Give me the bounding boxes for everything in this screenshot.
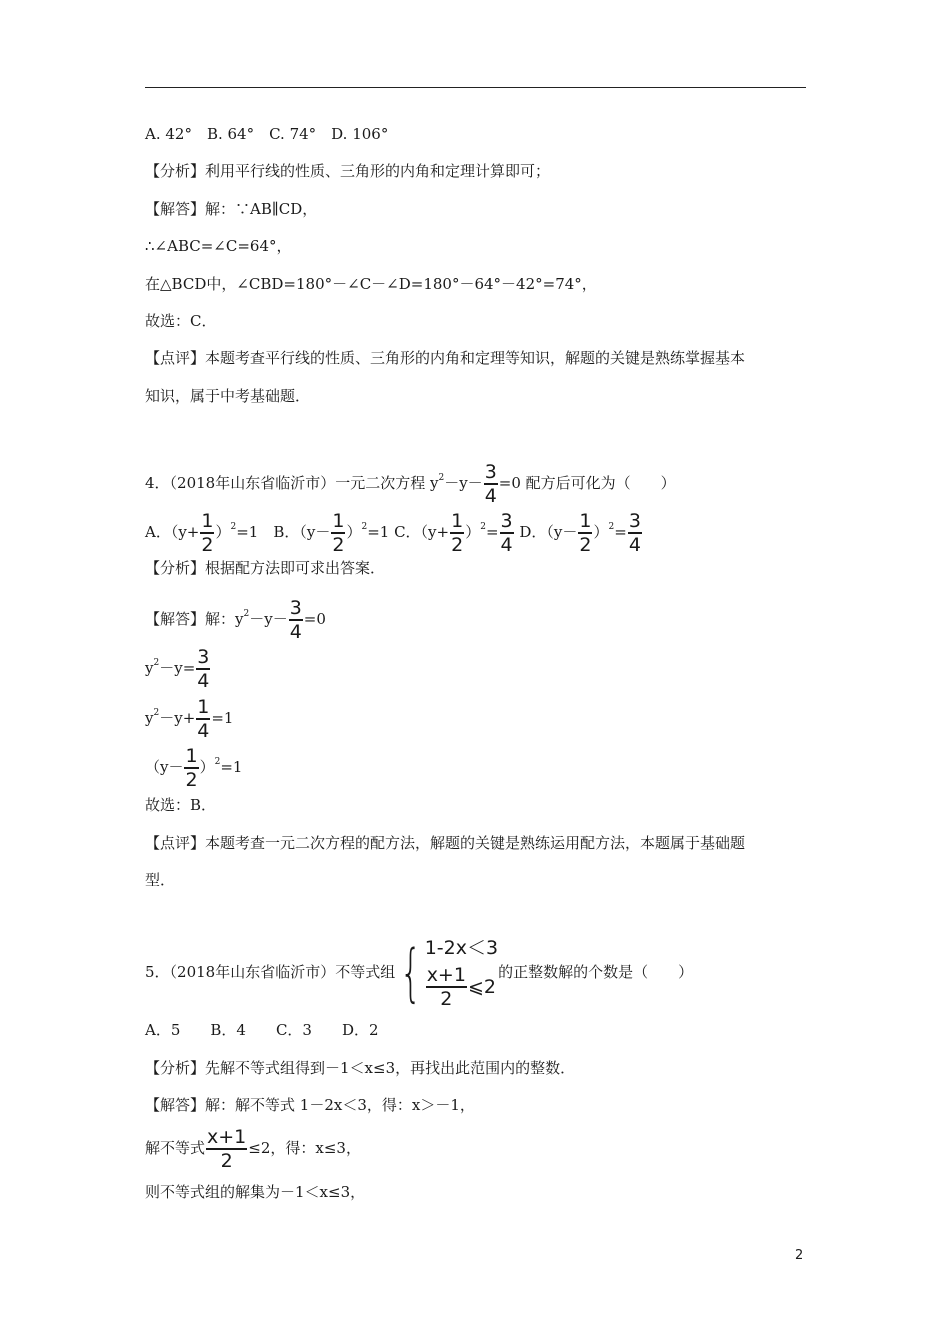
fraction-3-4: $\frac{3}{4}$ [628, 510, 641, 556]
q4-options: A．（y+ $\frac{1}{2}$ ）$^2$=1 B．（y－ $\frac{1}{2}$ ）$^2$=1 C．（y+ $\frac{1}{2}$ ）$^2$= $\frac{3}{4}$ D．（y－ $\frac{1}{2}$ ）$^2$= $\frac{3}{4}$ [145, 510, 641, 556]
fraction-1-2: $\frac{1}{2}$ [185, 745, 198, 791]
inequality-1: 1-2x＜3 [424, 937, 499, 960]
fraction-3-4: $\frac{3}{4}$ [484, 461, 497, 507]
q3-options: A. 42° B. 64° C. 74° D. 106° [145, 125, 389, 143]
inequality-system: { 1-2x＜3 $\frac{x+1}{2}$ ⩽2 [400, 936, 499, 1010]
q3-comment-line1: 【点评】本题考查平行线的性质、三角形的内角和定理等知识，解题的关键是熟练掌握基本 [145, 349, 746, 367]
q5-answer: 【解答】解：解不等式 1－2x＜3，得：x＞－1， [145, 1096, 475, 1114]
fraction-3-4: $\frac{3}{4}$ [500, 510, 513, 556]
fraction-1-2: $\frac{1}{2}$ [201, 510, 214, 556]
fraction-1-2: $\frac{1}{2}$ [579, 510, 592, 556]
q3-answer-head: 【解答】解：∵AB∥CD， [145, 200, 318, 218]
left-brace-icon: { [400, 936, 422, 1009]
header-rule [145, 87, 806, 88]
fraction-1-2: $\frac{1}{2}$ [451, 510, 464, 556]
q5-stem: 5．（2018年山东省临沂市）不等式组 { 1-2x＜3 $\frac{x+1}{2}$ ⩽2 的正整数解的个数是（ ） [145, 936, 694, 1010]
q4-step3: （y－ $\frac{1}{2}$ ）$^2$=1 [145, 745, 243, 791]
q4-step1: $y^2-y=$ $\frac{3}{4}$ [145, 646, 210, 692]
fraction-x-plus-1-over-2: $\frac{x+1}{2}$ [426, 964, 466, 1010]
q4-comment-line1: 【点评】本题考查一元二次方程的配方法，解题的关键是熟练运用配方法，本题属于基础题 [145, 834, 746, 852]
fraction-3-4: $\frac{3}{4}$ [289, 597, 302, 643]
fraction-1-4: $\frac{1}{4}$ [197, 696, 210, 742]
q3-step2: 在△BCD中，∠CBD=180°－∠C－∠D=180°－64°－42°=74°， [145, 275, 597, 293]
q5-step2: 解不等式 $\frac{x+1}{2}$ ≤2，得：x≤3， [145, 1126, 361, 1172]
q3-step1: ∴∠ABC=∠C=64°， [145, 237, 292, 255]
q5-step3: 则不等式组的解集为－1＜x≤3， [145, 1183, 366, 1201]
q4-analysis: 【分析】根据配方法即可求出答案． [145, 559, 386, 577]
q4-stem: 4．（2018年山东省临沂市）一元二次方程 $y^2-y-$ $\frac{3}{4}$ =0 配方后可化为（ ） [145, 461, 676, 507]
q3-analysis: 【分析】利用平行线的性质、三角形的内角和定理计算即可； [145, 162, 551, 180]
fraction-3-4: $\frac{3}{4}$ [197, 646, 210, 692]
q5-analysis: 【分析】先解不等式组得到－1＜x≤3，再找出此范围内的整数． [145, 1059, 576, 1077]
fraction-x-plus-1-over-2: $\frac{x+1}{2}$ [207, 1126, 247, 1172]
page-number: 2 [795, 1248, 804, 1263]
q4-answer-head: 【解答】解：$y^2-y-$ $\frac{3}{4}$ =0 [145, 597, 326, 643]
fraction-1-2: $\frac{1}{2}$ [332, 510, 345, 556]
q5-options: A．5 B．4 C．3 D．2 [145, 1021, 379, 1039]
q3-choose: 故选：C． [145, 312, 217, 330]
q4-step2: $y^2-y+$ $\frac{1}{4}$ =1 [145, 696, 234, 742]
q4-comment-line2: 型． [145, 871, 176, 889]
q4-choose: 故选：B． [145, 796, 217, 814]
q3-comment-line2: 知识，属于中考基础题． [145, 387, 311, 405]
